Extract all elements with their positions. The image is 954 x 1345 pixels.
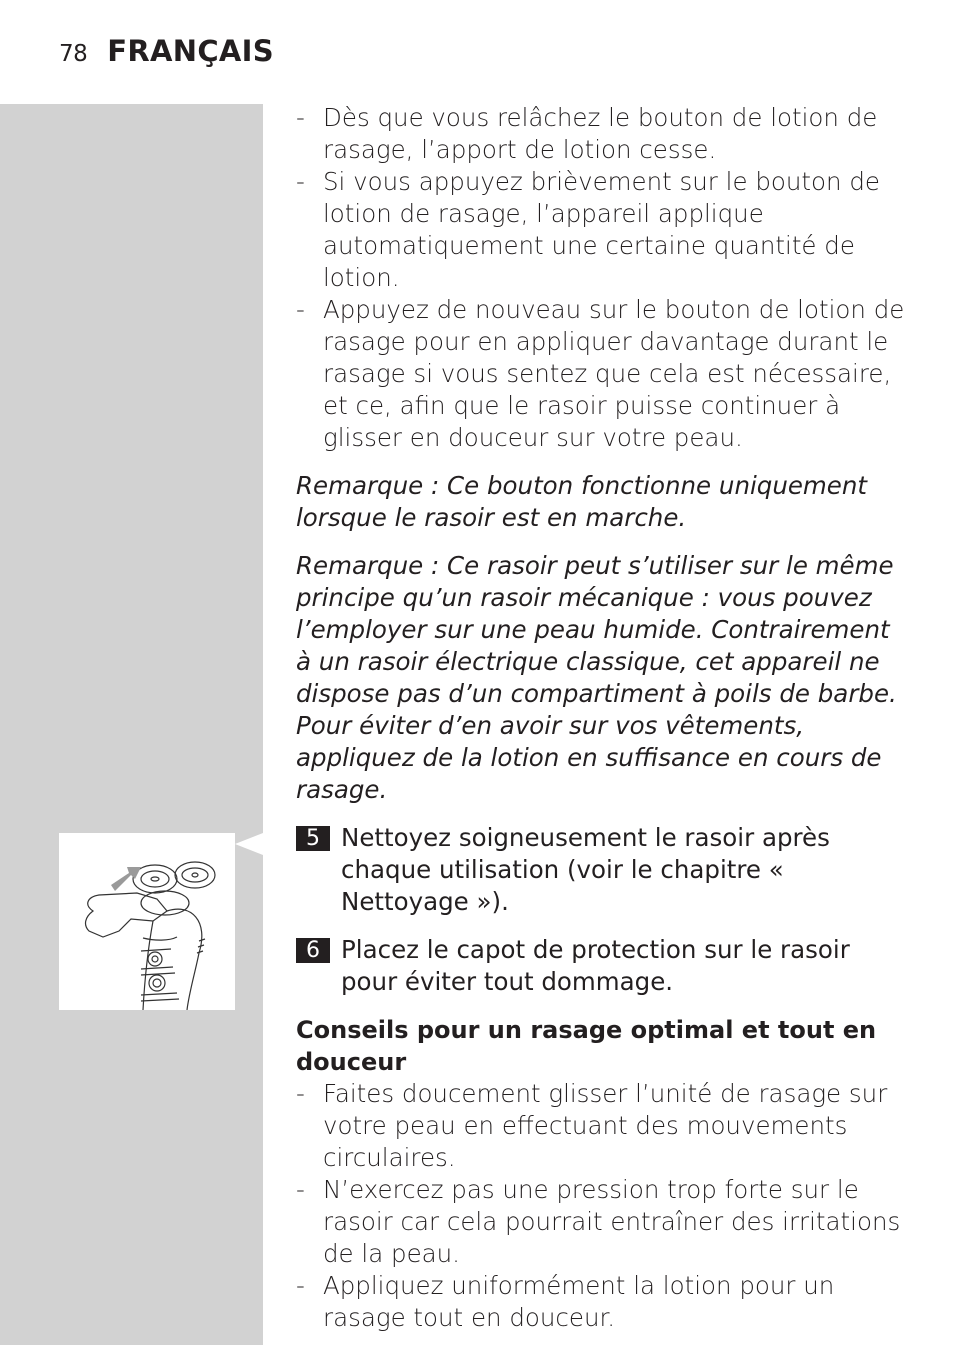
dash-marker: - xyxy=(296,295,305,324)
section-heading: Conseils pour un rasage optimal et tout en douceur xyxy=(296,1016,877,1076)
list-item: - Appuyez de nouveau sur le bouton de lotion de rasage pour en appliquer davantage durant le rasage si vous sentez que cela est nécessaire, et ce, afin que le rasoir puisse continuer à glisser en douceur sur votre peau. xyxy=(296,295,905,452)
dash-marker: - xyxy=(296,1175,305,1204)
list-item: - Si vous appuyez brièvement sur le bouton de lotion de rasage, l’appareil applique automatiquement une certaine quantité de lotion. xyxy=(296,167,880,292)
figure-panel xyxy=(59,833,235,1010)
dash-marker: - xyxy=(296,1271,305,1300)
main-content xyxy=(296,102,906,1334)
step-text: Placez le capot de protection sur le rasoir pour éviter tout dommage. xyxy=(341,935,850,996)
page-header xyxy=(59,34,274,74)
list-item: - Appliquez uniformément la lotion pour un rasage tout en douceur. xyxy=(296,1271,835,1332)
sidebar-margin xyxy=(0,104,263,1345)
list-item: - Dès que vous relâchez le bouton de lotion de rasage, l’apport de lotion cesse. xyxy=(296,103,878,164)
language-title: FRANÇAIS xyxy=(107,34,274,68)
dash-marker: - xyxy=(296,167,305,196)
figure-pointer xyxy=(235,833,263,855)
bullet-list-top xyxy=(296,102,906,454)
step-item xyxy=(296,822,906,918)
list-item: - Faites doucement glisser l’unité de rasage sur votre peau en effectuant des mouvements circulaires. xyxy=(296,1079,888,1172)
shaver-illustration-icon xyxy=(59,833,235,1010)
tips-bullet-list xyxy=(296,1078,906,1334)
step-text: Nettoyez soigneusement le rasoir après chaque utilisation (voir le chapitre « Nettoyage »). xyxy=(341,823,830,916)
step-number-badge: 6 xyxy=(296,938,330,963)
page-number: 78 xyxy=(59,41,88,67)
step-item xyxy=(296,934,906,998)
list-item: - N’exercez pas une pression trop forte sur le rasoir car cela pourrait entraîner des irritations de la peau. xyxy=(296,1175,901,1268)
note-paragraph: Remarque : Ce rasoir peut s’utiliser sur le même principe qu’un rasoir mécanique : vous pouvez l’employer sur une peau humide. Contrairement à un rasoir électrique classique, cet appareil ne dispose pas d’un compartiment à poils de barbe. Pour éviter d’en avoir sur vos vêtements, appliquez de la lotion en suffisance en cours de rasage. xyxy=(296,551,897,804)
dash-marker: - xyxy=(296,103,305,132)
dash-marker: - xyxy=(296,1079,305,1108)
step-number-badge: 5 xyxy=(296,826,330,851)
note-paragraph: Remarque : Ce bouton fonctionne uniquement lorsque le rasoir est en marche. xyxy=(296,471,868,532)
